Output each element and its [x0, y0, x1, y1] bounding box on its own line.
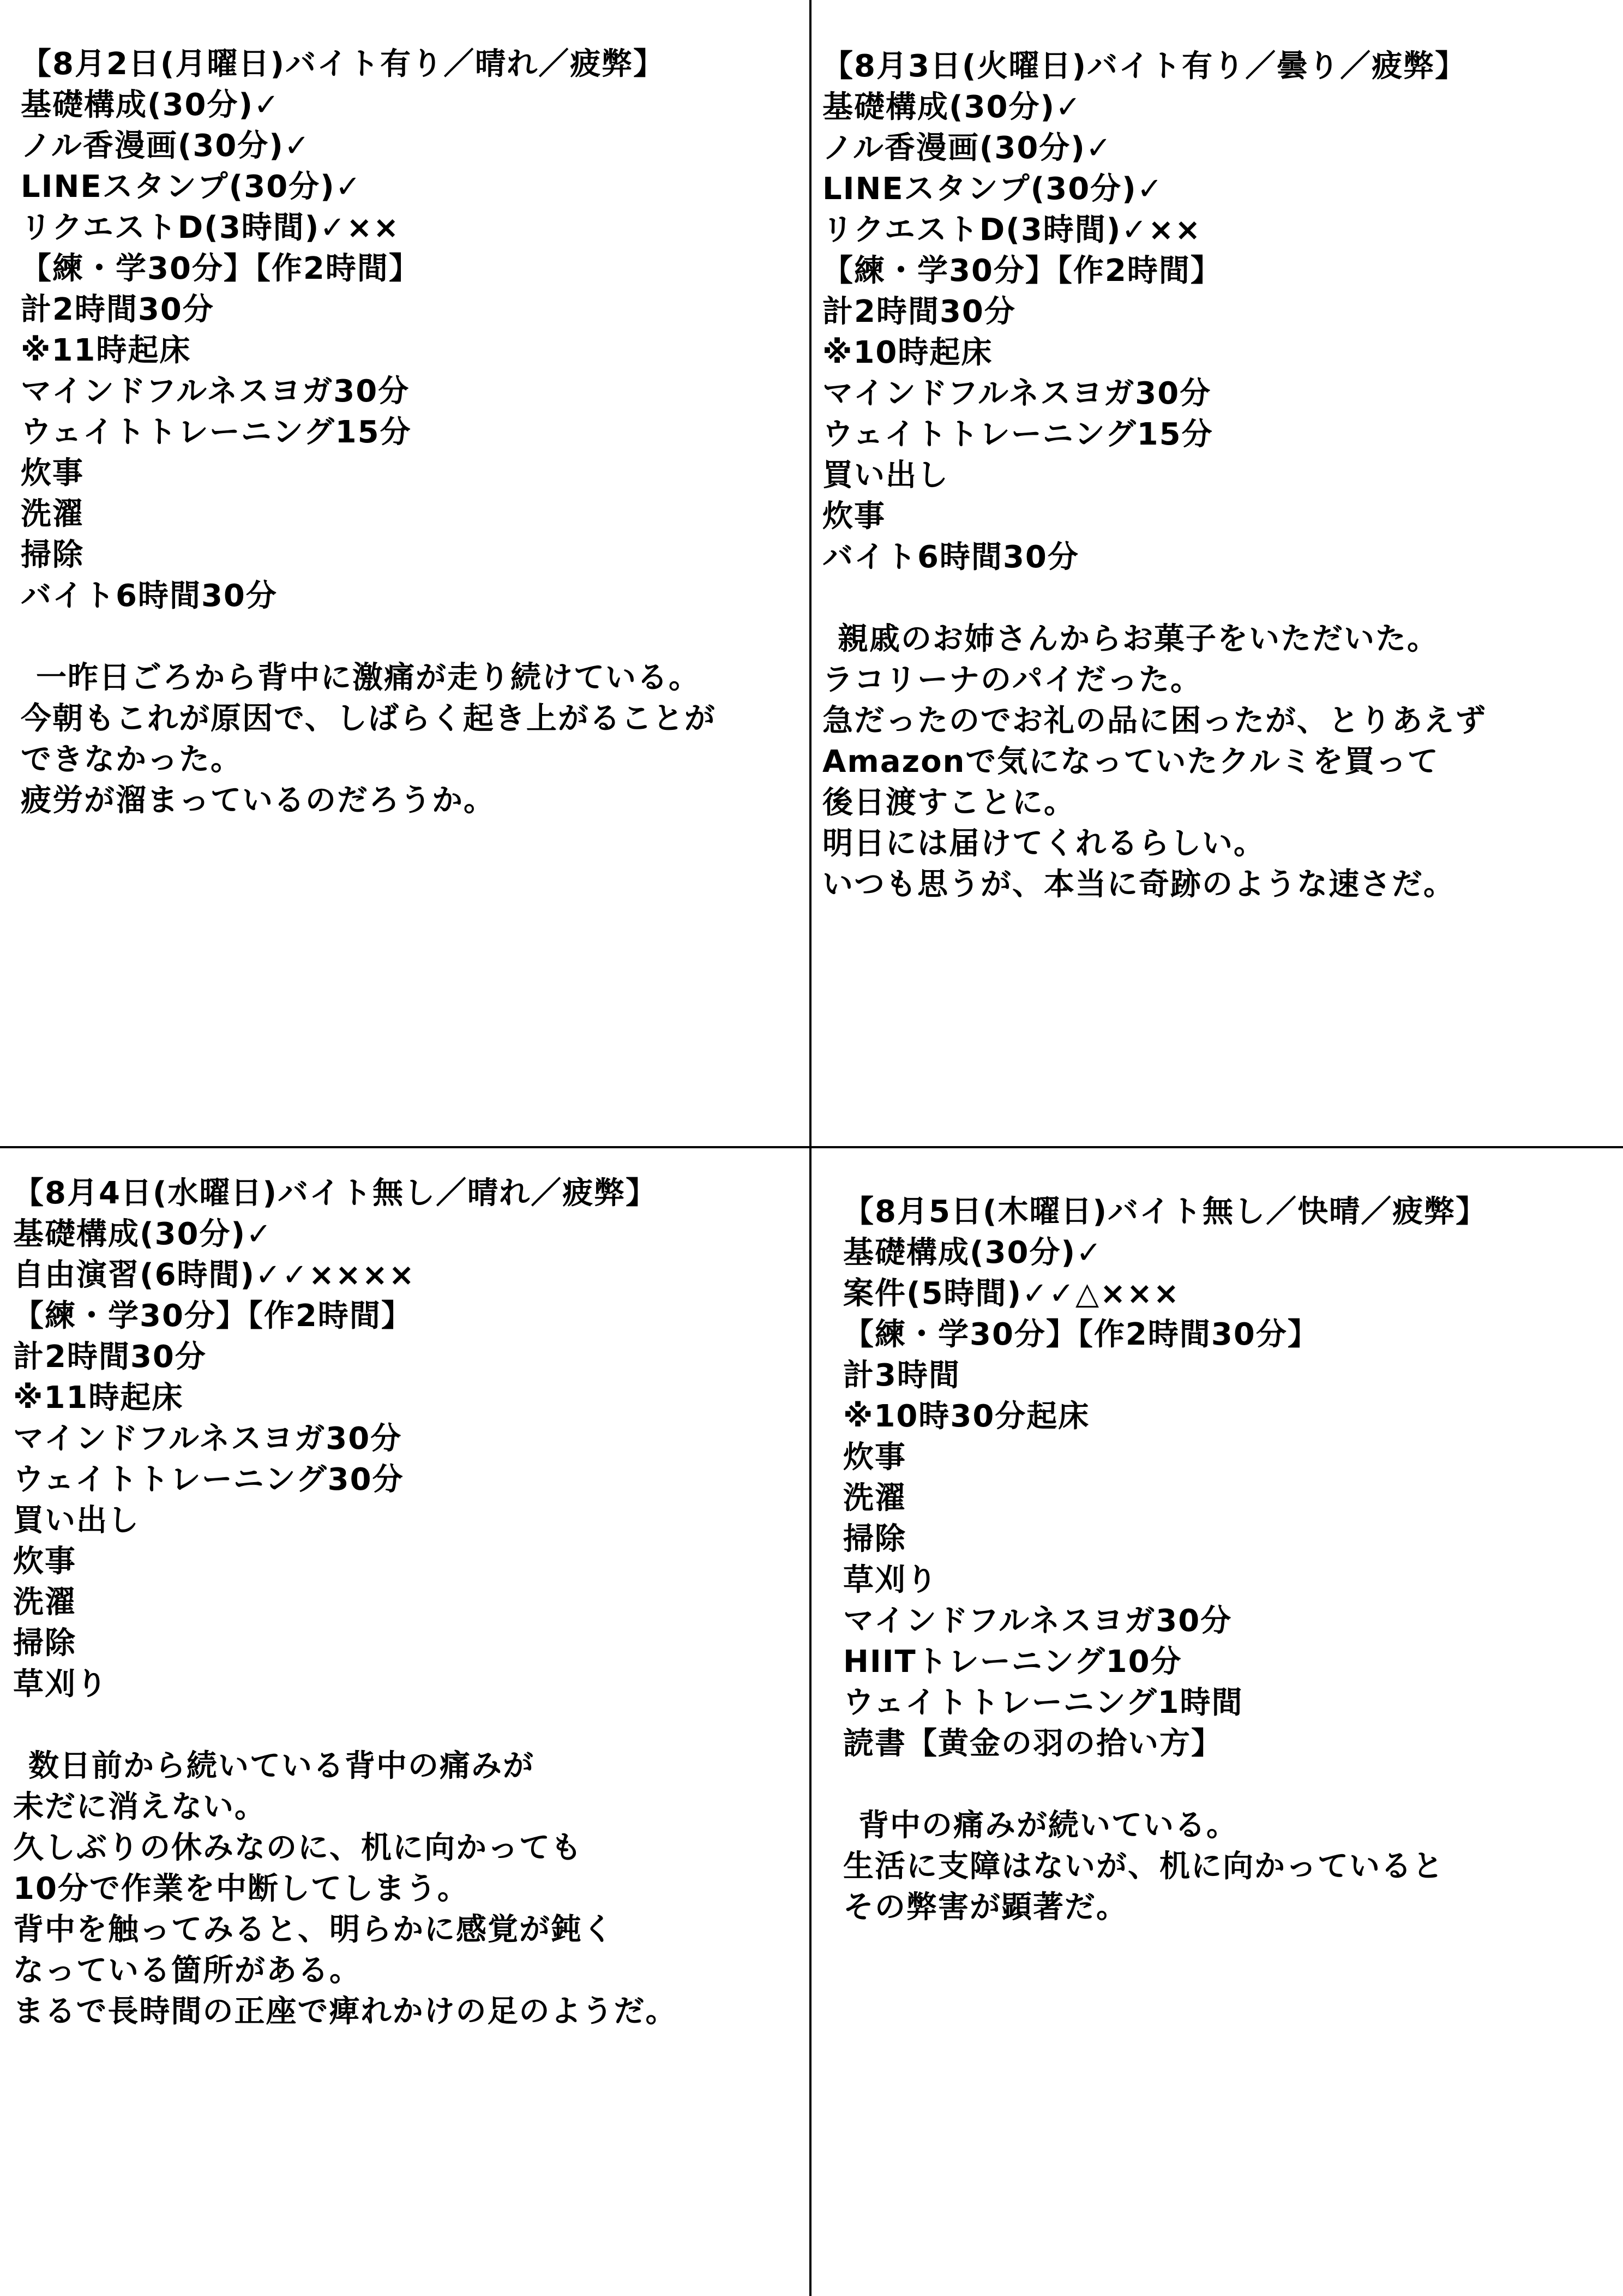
task-item: 【練・学30分】【作2時間】: [822, 253, 1222, 289]
task-item: 計2時間30分: [21, 292, 214, 327]
task-item: 買い出し: [13, 1503, 140, 1538]
task-item: ウェイトトレーニング1時間: [843, 1685, 1243, 1720]
task-item: 【練・学30分】【作2時間30分】: [843, 1317, 1319, 1352]
task-item: ※10時起床: [822, 335, 993, 370]
task-item: ノル香漫画(30分)✓: [822, 130, 1113, 166]
task-item: 掃除: [21, 537, 84, 573]
diary-entry-aug-2: [21, 44, 716, 821]
diary-line: 生活に支障はないが、机に向かっていると: [843, 1849, 1444, 1884]
spacer: [822, 578, 1487, 619]
task-item: 【練・学30分】【作2時間】: [13, 1298, 413, 1334]
diary-line: まるで長時間の正座で痺れかけの足のようだ。: [13, 1994, 677, 2029]
task-item: マインドフルネスヨガ30分: [843, 1603, 1233, 1639]
task-item: 計2時間30分: [822, 294, 1016, 329]
diary-line: 一昨日ごろから背中に激痛が走り続けている。: [36, 660, 700, 696]
diary-line: 明日には届けてくれるらしい。: [822, 826, 1265, 861]
diary-entry-aug-5: [843, 1191, 1487, 1928]
diary-line: 10分で作業を中断してしまう。: [13, 1871, 469, 1907]
spacer: [13, 1705, 677, 1746]
task-list: [843, 1232, 1487, 1764]
entry-header: 【8月3日(火曜日)バイト有り／曇り／疲弊】: [822, 49, 1467, 84]
task-item: バイト6時間30分: [822, 539, 1079, 575]
task-item: 【練・学30分】【作2時間】: [21, 251, 420, 286]
task-item: ウェイトトレーニング15分: [21, 415, 412, 450]
task-item: バイト6時間30分: [21, 578, 278, 614]
entry-header: 【8月2日(月曜日)バイト有り／晴れ／疲弊】: [21, 46, 665, 82]
diary-text: [843, 1805, 1487, 1928]
diary-line: 急だったのでお礼の品に困ったが、とりあえず: [822, 703, 1487, 739]
task-item: ※10時30分起床: [843, 1399, 1090, 1434]
task-item: ※11時起床: [21, 333, 191, 368]
task-item: ノル香漫画(30分)✓: [21, 128, 311, 164]
task-item: 洗濯: [21, 496, 84, 532]
task-item: LINEスタンプ(30分)✓: [21, 169, 362, 205]
diary-line: ラコリーナのパイだった。: [822, 662, 1202, 698]
task-item: 洗濯: [843, 1480, 906, 1516]
task-item: 基礎構成(30分)✓: [822, 89, 1083, 125]
task-item: リクエストD(3時間)✓××: [822, 212, 1202, 248]
diary-line: 背中を触ってみると、明らかに感覚が鈍く: [13, 1912, 614, 1947]
diary-line: 未だに消えない。: [13, 1789, 266, 1825]
diary-text: [822, 619, 1487, 905]
task-item: 案件(5時間)✓✓△×××: [843, 1276, 1180, 1311]
diary-line: 数日前から続いている背中の痛みが: [28, 1748, 534, 1784]
task-list: [822, 87, 1487, 578]
entry-header: 【8月5日(木曜日)バイト無し／快晴／疲弊】: [843, 1194, 1488, 1230]
diary-line: できなかった。: [21, 742, 242, 777]
spacer: [21, 616, 716, 657]
task-item: 自由演習(6時間)✓✓××××: [13, 1257, 416, 1293]
diary-line: なっている箇所がある。: [13, 1953, 361, 1988]
task-item: 炊事: [843, 1440, 906, 1475]
diary-line: 久しぶりの休みなのに、机に向かっても: [13, 1830, 582, 1866]
diary-line: 後日渡すことに。: [822, 785, 1075, 820]
diary-line: いつも思うが、本当に奇跡のような速さだ。: [822, 867, 1455, 902]
diary-line: 親戚のお姉さんからお菓子をいただいた。: [838, 621, 1439, 657]
task-item: ウェイトトレーニング30分: [13, 1462, 404, 1497]
task-item: 計2時間30分: [13, 1339, 207, 1375]
diary-text: [21, 657, 716, 821]
task-list: [21, 85, 716, 616]
task-item: 掃除: [843, 1521, 906, 1557]
diary-line: 疲労が溜まっているのだろうか。: [21, 783, 495, 818]
task-item: マインドフルネスヨガ30分: [21, 374, 410, 409]
task-item: LINEスタンプ(30分)✓: [822, 171, 1164, 207]
task-item: 炊事: [21, 455, 84, 491]
diary-line: 今朝もこれが原因で、しばらく起き上がることが: [21, 701, 716, 736]
entry-header: 【8月4日(水曜日)バイト無し／晴れ／疲弊】: [13, 1176, 658, 1211]
task-item: 炊事: [13, 1544, 76, 1579]
diary-line: その弊害が顕著だ。: [843, 1890, 1128, 1925]
diary-entry-aug-4: [13, 1173, 677, 2032]
diary-line: Amazonで気になっていたクルミを買って: [822, 744, 1439, 780]
task-item: 基礎構成(30分)✓: [21, 87, 281, 123]
task-item: 買い出し: [822, 458, 949, 493]
task-item: マインドフルネスヨガ30分: [13, 1421, 402, 1456]
task-list: [13, 1214, 677, 1705]
task-item: 読書【黄金の羽の拾い方】: [843, 1726, 1223, 1761]
task-item: 掃除: [13, 1626, 76, 1661]
task-item: マインドフルネスヨガ30分: [822, 376, 1212, 411]
diary-line: 背中の痛みが続いている。: [858, 1808, 1238, 1843]
task-item: 草刈り: [843, 1562, 938, 1598]
diary-entry-aug-3: [822, 46, 1487, 905]
task-item: 基礎構成(30分)✓: [843, 1235, 1103, 1270]
spacer: [843, 1764, 1487, 1805]
task-item: 計3時間: [843, 1358, 960, 1393]
task-item: 洗濯: [13, 1585, 76, 1620]
task-item: 炊事: [822, 499, 886, 534]
task-item: リクエストD(3時間)✓××: [21, 210, 400, 245]
task-item: HIITトレーニング10分: [843, 1644, 1182, 1680]
task-item: 草刈り: [13, 1666, 108, 1702]
task-item: 基礎構成(30分)✓: [13, 1216, 273, 1252]
diary-text: [13, 1746, 677, 2032]
horizontal-divider: [0, 1146, 1623, 1148]
task-item: ウェイトトレーニング15分: [822, 417, 1213, 452]
task-item: ※11時起床: [13, 1380, 184, 1416]
